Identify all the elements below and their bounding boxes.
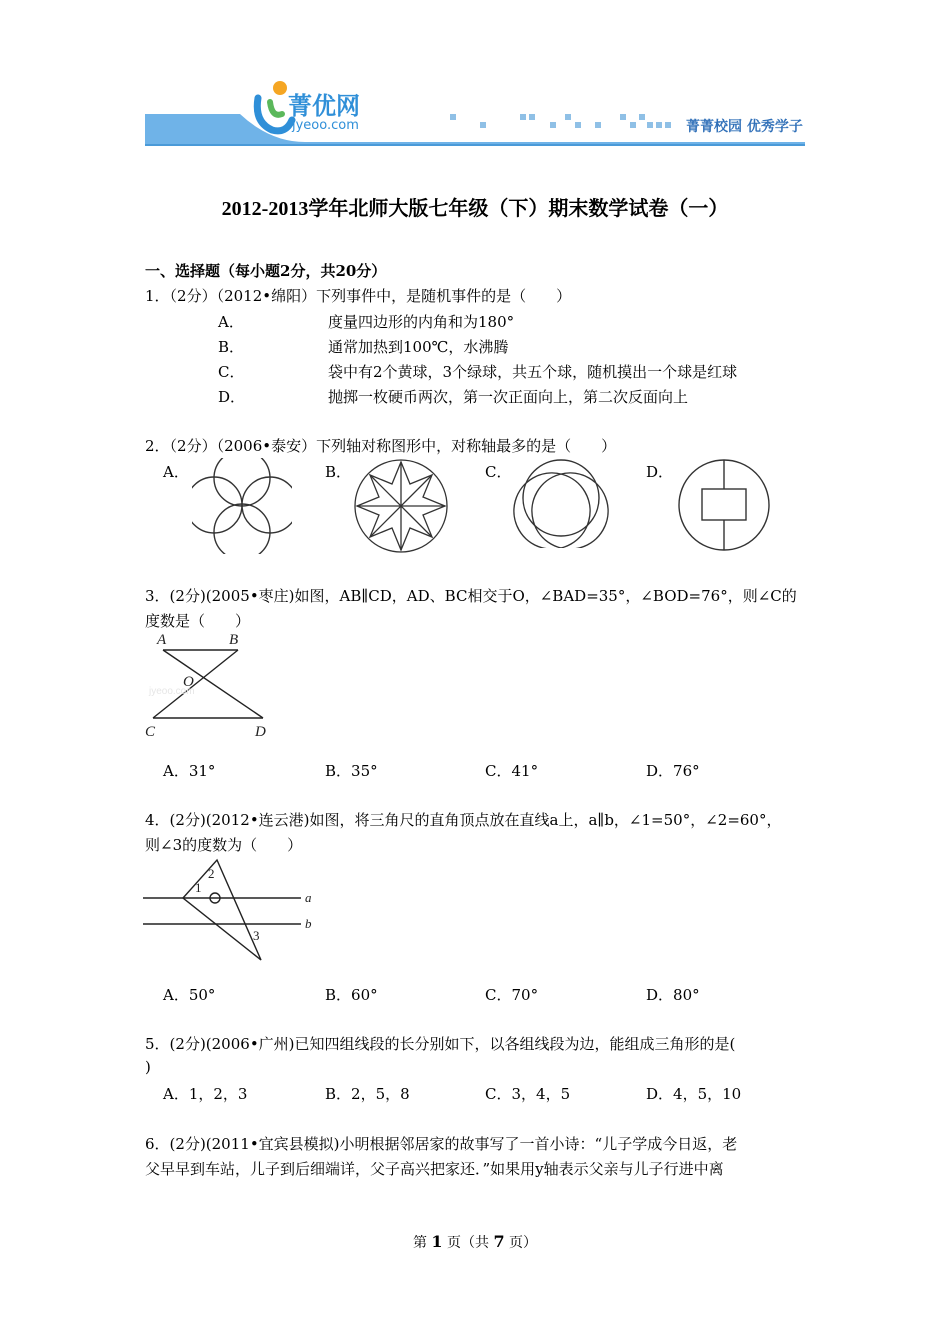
slogan: 菁菁校园 优秀学子 bbox=[686, 119, 803, 135]
section-heading: 一、选择题（每小题2分，共20分） bbox=[145, 262, 387, 280]
q6-stem-line2: 父早早到车站，儿子到后细端详，父子高兴把家还．”如果用y轴表示父亲与儿子行进中离 bbox=[145, 1160, 724, 1178]
q4-label-a: a bbox=[305, 890, 312, 905]
q2-figure-c bbox=[513, 458, 609, 548]
q2-figure-b bbox=[353, 458, 449, 554]
q5-option-d: D．4，5，10 bbox=[646, 1085, 742, 1103]
q3-label-d: D bbox=[255, 724, 266, 740]
q3-stem-line2: 度数是（ ） bbox=[145, 612, 251, 630]
q4-option-b: B．60° bbox=[325, 986, 378, 1004]
q4-label-2: 2 bbox=[208, 866, 215, 881]
q5-stem-line1: 5．(2分)(2006•广州)已知四组线段的长分别如下，以各组线段为边，能组成三角形的是( bbox=[145, 1035, 736, 1053]
q3-label-b: B bbox=[229, 632, 239, 648]
q2-option-c-label: C． bbox=[485, 463, 512, 481]
q5-option-b: B．2，5，8 bbox=[325, 1085, 410, 1103]
q2-figure-d bbox=[677, 458, 771, 552]
q2-option-b-label: B． bbox=[325, 463, 352, 481]
q4-stem-line2: 则∠3的度数为（ ） bbox=[145, 836, 303, 854]
q1-option-d-label: D． bbox=[218, 388, 246, 406]
q6-stem-line1: 6．(2分)(2011•宜宾县模拟)小明根据邻居家的故事写了一首小诗：“儿子学成今日返，老 bbox=[145, 1135, 738, 1153]
q3-option-b: B．35° bbox=[325, 762, 378, 780]
logo-url: jyeoo.com bbox=[292, 118, 359, 133]
footer-mid: 页（共 bbox=[447, 1235, 489, 1251]
q2-option-d-label: D． bbox=[646, 463, 674, 481]
logo-text: 菁优网 bbox=[288, 92, 360, 120]
page-title: 2012-2013学年北师大版七年级（下）期末数学试卷（一） bbox=[221, 198, 729, 220]
q1-option-a-label: A． bbox=[218, 313, 244, 331]
footer-page-number: 1 bbox=[431, 1232, 443, 1251]
q3-label-c: C bbox=[145, 724, 156, 740]
q1-option-b-text: 通常加热到100℃，水沸腾 bbox=[328, 338, 509, 356]
q5-option-c: C．3，4，5 bbox=[485, 1085, 571, 1103]
q1-option-c-label: C． bbox=[218, 363, 245, 381]
q4-stem-line1: 4．(2分)(2012•连云港)如图，将三角尺的直角顶点放在直线a上，a∥b，∠1=50°，∠2=60°， bbox=[145, 811, 782, 829]
q3-option-d: D．76° bbox=[646, 762, 700, 780]
q2-stem: 2．（2分）（2006•泰安）下列轴对称图形中，对称轴最多的是（ ） bbox=[145, 437, 617, 455]
q1-option-c-text: 袋中有2个黄球，3个绿球，共五个球，随机摸出一个球是红球 bbox=[328, 363, 738, 381]
page-footer bbox=[0, 1232, 950, 1252]
q3-stem-line1: 3．(2分)(2005•枣庄)如图，AB∥CD，AD、BC相交于O，∠BAD=35°，∠BOD=76°，则∠C的 bbox=[145, 587, 797, 605]
q4-label-b: b bbox=[305, 916, 312, 931]
q5-option-a: A．1，2，3 bbox=[163, 1085, 248, 1103]
q3-label-a: A bbox=[157, 632, 167, 648]
q4-option-a: A．50° bbox=[163, 986, 216, 1004]
q3-watermark: jyeoo.com bbox=[149, 686, 195, 697]
q2-option-a-label: A． bbox=[163, 463, 189, 481]
q3-figure bbox=[143, 630, 278, 740]
footer-suffix: 页） bbox=[509, 1235, 538, 1251]
q3-option-c: C．41° bbox=[485, 762, 539, 780]
q5-stem-line2: ) bbox=[145, 1058, 151, 1076]
q1-option-a-text: 度量四边形的内角和为180° bbox=[328, 313, 515, 331]
footer-total-pages: 7 bbox=[493, 1232, 505, 1251]
q1-stem: 1．（2分）（2012•绵阳）下列事件中，是随机事件的是（ ） bbox=[145, 287, 572, 305]
q3-label-o: O bbox=[183, 674, 194, 690]
q4-option-d: D．80° bbox=[646, 986, 700, 1004]
logo bbox=[250, 78, 390, 136]
q4-label-1: 1 bbox=[195, 880, 202, 895]
q4-figure bbox=[143, 852, 323, 964]
q4-option-c: C．70° bbox=[485, 986, 539, 1004]
q1-option-b-label: B． bbox=[218, 338, 245, 356]
q4-label-3: 3 bbox=[253, 928, 260, 943]
footer-prefix: 第 bbox=[412, 1235, 427, 1251]
q1-option-d-text: 抛掷一枚硬币两次，第一次正面向上，第二次反面向上 bbox=[328, 388, 689, 406]
q2-figure-a bbox=[192, 458, 292, 554]
q3-option-a: A．31° bbox=[163, 762, 216, 780]
